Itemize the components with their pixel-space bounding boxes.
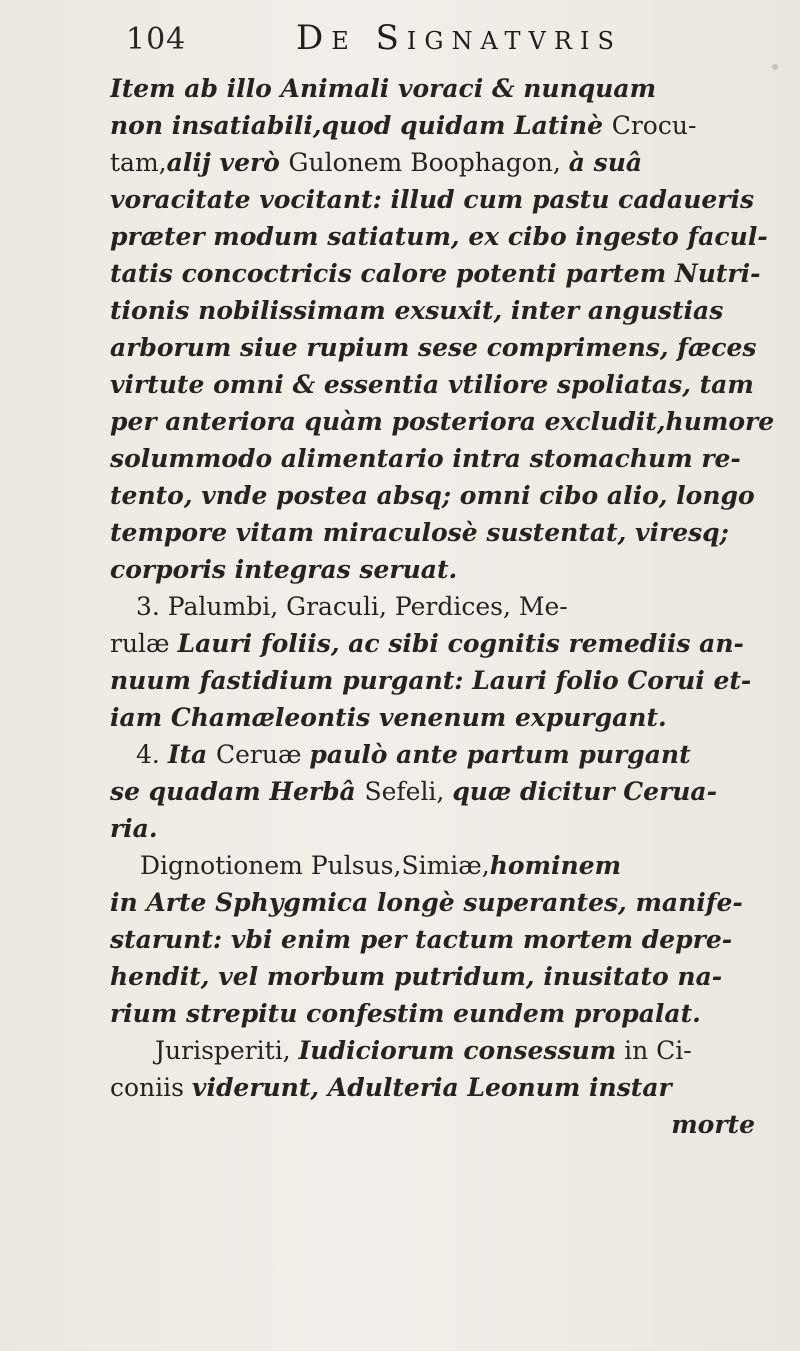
running-head: De Signatvris: [296, 18, 622, 58]
text-line: [110, 773, 795, 810]
italic-text: Item ab illo Animali voraci & nunquam: [110, 74, 657, 103]
text-line: [110, 551, 795, 588]
italic-text: præter modum satiatum, ex cibo ingesto facul-: [110, 222, 768, 251]
text-line: [110, 403, 795, 440]
text-line: [110, 1069, 795, 1106]
roman-text: coniis: [110, 1073, 192, 1102]
text-line: [110, 440, 795, 477]
italic-text: corporis integras seruat.: [110, 555, 458, 584]
roman-text: Ceruæ: [215, 740, 310, 769]
italic-text: tatis concoctricis calore potenti partem Nutri-: [110, 259, 761, 288]
text-line: [110, 218, 795, 255]
text-line: [110, 921, 795, 958]
text-line: [110, 366, 795, 403]
italic-text: Ita: [167, 740, 216, 769]
italic-text: voracitate vocitant: illud cum pastu cadaueris: [110, 185, 755, 214]
text-line: [110, 884, 795, 921]
roman-text: 3. Palumbi, Graculi, Perdices, Me-: [136, 592, 568, 621]
italic-text: iam Chamæleontis venenum expurgant.: [110, 703, 667, 732]
italic-text: Iudiciorum consessum: [298, 1036, 617, 1065]
italic-text: per anteriora quàm posteriora excludit,humore: [110, 407, 775, 436]
italic-text: se quadam Herbâ: [110, 777, 365, 806]
text-line: [110, 514, 795, 551]
roman-text: Dignotionem Pulsus,Simiæ,: [140, 851, 490, 880]
italic-text: hendit, vel morbum putridum, inusitato na-: [110, 962, 723, 991]
text-line: [110, 810, 795, 847]
text-line: [110, 1032, 795, 1069]
text-line: [110, 144, 795, 181]
italic-text: arborum siue rupium sese comprimens, fæces: [110, 333, 757, 362]
text-line: [110, 1106, 795, 1143]
text-line: [110, 477, 795, 514]
italic-text: solummodo alimentario intra stomachum re-: [110, 444, 741, 473]
roman-text: Ci-: [656, 1036, 692, 1065]
roman-text: Crocu-: [611, 111, 697, 140]
italic-text: starunt: vbi enim per tactum mortem depre-: [110, 925, 733, 954]
italic-text: paulò ante partum purgant: [309, 740, 691, 769]
text-line: [110, 329, 795, 366]
roman-text: Sefeli,: [364, 777, 453, 806]
roman-text: tam,: [110, 148, 167, 177]
italic-text: à suâ: [568, 148, 643, 177]
text-line: [110, 995, 795, 1032]
text-body: [110, 70, 795, 1143]
text-line: [110, 847, 795, 884]
italic-text: ria.: [110, 814, 158, 843]
text-line: [110, 625, 795, 662]
text-line: [110, 292, 795, 329]
italic-text: rium strepitu confestim eundem propalat.: [110, 999, 701, 1028]
italic-text: morte: [671, 1110, 755, 1139]
italic-text: virtute omni & essentia vtiliore spoliatas, tam: [110, 370, 754, 399]
page-header: [0, 18, 800, 64]
roman-text: rulæ: [110, 629, 178, 658]
text-line: [110, 662, 795, 699]
italic-text: tionis nobilissimam exsuxit, inter angustias: [110, 296, 724, 325]
roman-text: in: [616, 1036, 657, 1065]
italic-text: tento, vnde postea absq; omni cibo alio, longo: [110, 481, 755, 510]
text-line: [110, 588, 795, 625]
text-line: [110, 958, 795, 995]
italic-text: quæ dicitur Cerua-: [452, 777, 718, 806]
page-number: 104: [126, 22, 187, 57]
italic-text: viderunt, Adulteria Leonum instar: [191, 1073, 672, 1102]
roman-text: 4.: [136, 740, 168, 769]
italic-text: in Arte Sphygmica longè superantes, manife-: [110, 888, 743, 917]
roman-text: Jurisperiti,: [155, 1036, 299, 1065]
text-line: [110, 699, 795, 736]
italic-text: non insatiabili,quod quidam Latinè: [110, 111, 612, 140]
text-line: [110, 107, 795, 144]
italic-text: tempore vitam miraculosè sustentat, viresq;: [110, 518, 729, 547]
italic-text: alij verò: [166, 148, 289, 177]
text-line: [110, 181, 795, 218]
text-line: [110, 70, 795, 107]
text-line: [110, 736, 795, 773]
italic-text: hominem: [489, 851, 622, 880]
text-line: [110, 255, 795, 292]
italic-text: nuum fastidium purgant: Lauri folio Corui et-: [110, 666, 752, 695]
italic-text: Lauri foliis, ac sibi cognitis remediis an-: [177, 629, 744, 658]
roman-text: Gulonem Boophagon,: [288, 148, 569, 177]
